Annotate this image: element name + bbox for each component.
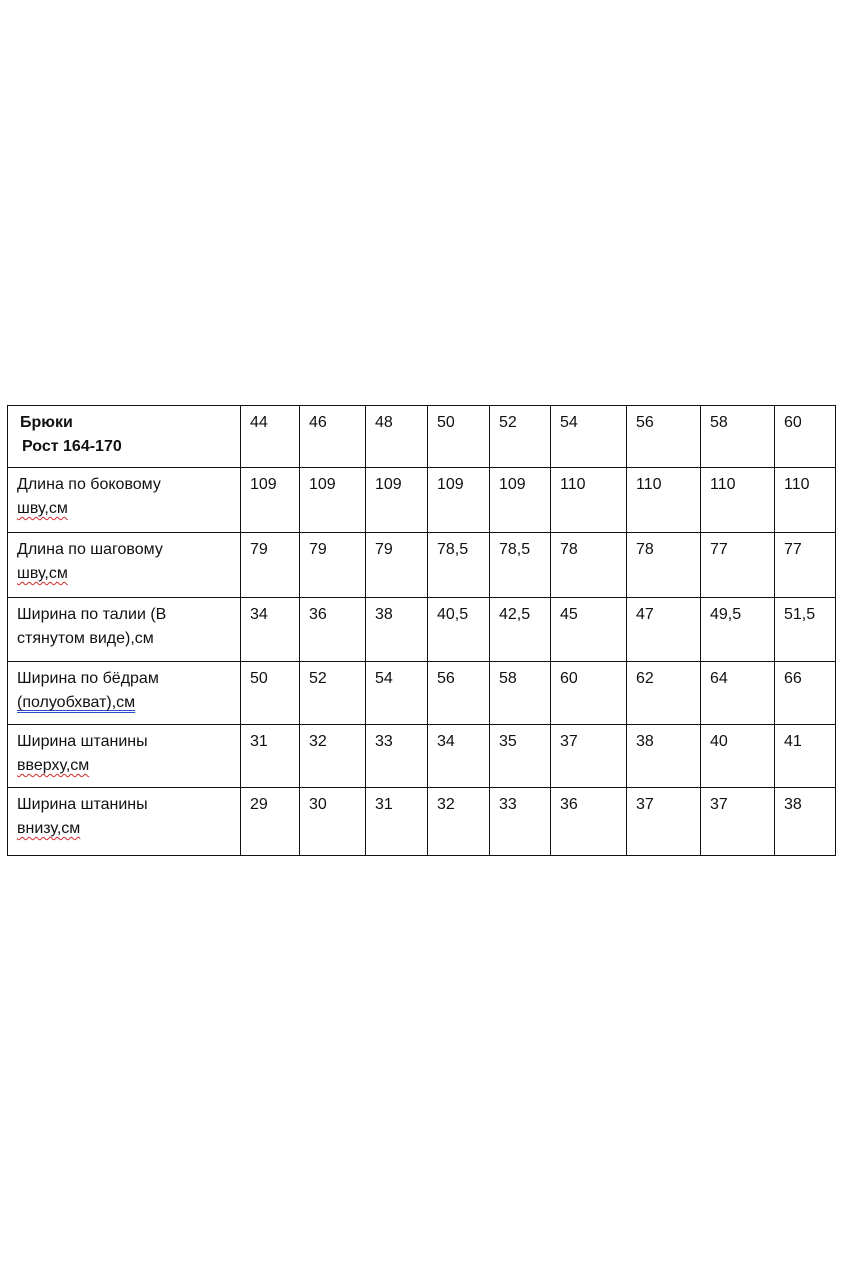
value-cell: 77 bbox=[701, 533, 775, 598]
row-label-cell bbox=[8, 533, 241, 598]
value-cell: 79 bbox=[300, 533, 366, 598]
value-cell: 34 bbox=[241, 598, 300, 662]
value-cell: 51,5 bbox=[775, 598, 836, 662]
value-cell: 79 bbox=[366, 533, 428, 598]
value-cell: 110 bbox=[551, 468, 627, 533]
row-label-line2: вверху,см bbox=[17, 757, 90, 774]
value-cell: 66 bbox=[775, 662, 836, 725]
row-label-line1: Ширина штанины bbox=[17, 796, 148, 813]
value-cell: 40 bbox=[701, 725, 775, 788]
row-label-line1: Длина по шаговому bbox=[17, 541, 163, 558]
row-label-line1: Длина по боковому bbox=[17, 476, 161, 493]
value-cell: 110 bbox=[627, 468, 701, 533]
value-cell: 110 bbox=[775, 468, 836, 533]
table-row bbox=[8, 662, 836, 725]
value-cell: 37 bbox=[551, 725, 627, 788]
value-cell: 36 bbox=[551, 788, 627, 856]
value-cell: 77 bbox=[775, 533, 836, 598]
size-header-cell: 52 bbox=[490, 406, 551, 468]
value-cell: 32 bbox=[428, 788, 490, 856]
value-cell: 35 bbox=[490, 725, 551, 788]
value-cell: 38 bbox=[627, 725, 701, 788]
value-cell: 37 bbox=[701, 788, 775, 856]
value-cell: 31 bbox=[366, 788, 428, 856]
value-cell: 50 bbox=[241, 662, 300, 725]
table-row bbox=[8, 725, 836, 788]
size-header-cell: 56 bbox=[627, 406, 701, 468]
row-label-line2: стянутом виде),см bbox=[17, 630, 154, 647]
row-label-line1: Ширина по талии (В bbox=[17, 606, 167, 623]
value-cell: 78,5 bbox=[428, 533, 490, 598]
value-cell: 79 bbox=[241, 533, 300, 598]
value-cell: 58 bbox=[490, 662, 551, 725]
value-cell: 36 bbox=[300, 598, 366, 662]
value-cell: 30 bbox=[300, 788, 366, 856]
size-header-cell: 54 bbox=[551, 406, 627, 468]
row-label-cell bbox=[8, 598, 241, 662]
value-cell: 62 bbox=[627, 662, 701, 725]
row-label-line2: шву,см bbox=[17, 500, 68, 517]
size-header-cell: 46 bbox=[300, 406, 366, 468]
value-cell: 54 bbox=[366, 662, 428, 725]
table-title: Брюки bbox=[20, 414, 73, 431]
size-chart-table bbox=[7, 405, 836, 856]
value-cell: 56 bbox=[428, 662, 490, 725]
table-header-row bbox=[8, 406, 836, 468]
row-label-cell bbox=[8, 725, 241, 788]
table-title-cell bbox=[8, 406, 241, 468]
value-cell: 109 bbox=[428, 468, 490, 533]
value-cell: 32 bbox=[300, 725, 366, 788]
value-cell: 33 bbox=[366, 725, 428, 788]
row-label-line1: Ширина штанины bbox=[17, 733, 148, 750]
table-row bbox=[8, 468, 836, 533]
size-header-cell: 44 bbox=[241, 406, 300, 468]
row-label-line2: (полуобхват),см bbox=[17, 694, 136, 711]
value-cell: 60 bbox=[551, 662, 627, 725]
value-cell: 40,5 bbox=[428, 598, 490, 662]
value-cell: 78,5 bbox=[490, 533, 551, 598]
size-header-cell: 58 bbox=[701, 406, 775, 468]
value-cell: 37 bbox=[627, 788, 701, 856]
value-cell: 38 bbox=[775, 788, 836, 856]
value-cell: 31 bbox=[241, 725, 300, 788]
row-label-cell bbox=[8, 788, 241, 856]
value-cell: 41 bbox=[775, 725, 836, 788]
value-cell: 109 bbox=[366, 468, 428, 533]
row-label-cell bbox=[8, 468, 241, 533]
row-label-line2: внизу,см bbox=[17, 820, 81, 837]
value-cell: 52 bbox=[300, 662, 366, 725]
size-header-cell: 50 bbox=[428, 406, 490, 468]
value-cell: 78 bbox=[551, 533, 627, 598]
value-cell: 34 bbox=[428, 725, 490, 788]
value-cell: 64 bbox=[701, 662, 775, 725]
value-cell: 47 bbox=[627, 598, 701, 662]
value-cell: 38 bbox=[366, 598, 428, 662]
value-cell: 42,5 bbox=[490, 598, 551, 662]
value-cell: 49,5 bbox=[701, 598, 775, 662]
table-row bbox=[8, 788, 836, 856]
table-row bbox=[8, 533, 836, 598]
row-label-line2: шву,см bbox=[17, 565, 68, 582]
size-header-cell: 60 bbox=[775, 406, 836, 468]
value-cell: 45 bbox=[551, 598, 627, 662]
table-subtitle: Рост 164-170 bbox=[22, 438, 122, 455]
value-cell: 78 bbox=[627, 533, 701, 598]
value-cell: 109 bbox=[300, 468, 366, 533]
row-label-line1: Ширина по бёдрам bbox=[17, 670, 159, 687]
value-cell: 109 bbox=[490, 468, 551, 533]
size-header-cell: 48 bbox=[366, 406, 428, 468]
table-row bbox=[8, 598, 836, 662]
value-cell: 110 bbox=[701, 468, 775, 533]
value-cell: 109 bbox=[241, 468, 300, 533]
value-cell: 33 bbox=[490, 788, 551, 856]
row-label-cell bbox=[8, 662, 241, 725]
value-cell: 29 bbox=[241, 788, 300, 856]
